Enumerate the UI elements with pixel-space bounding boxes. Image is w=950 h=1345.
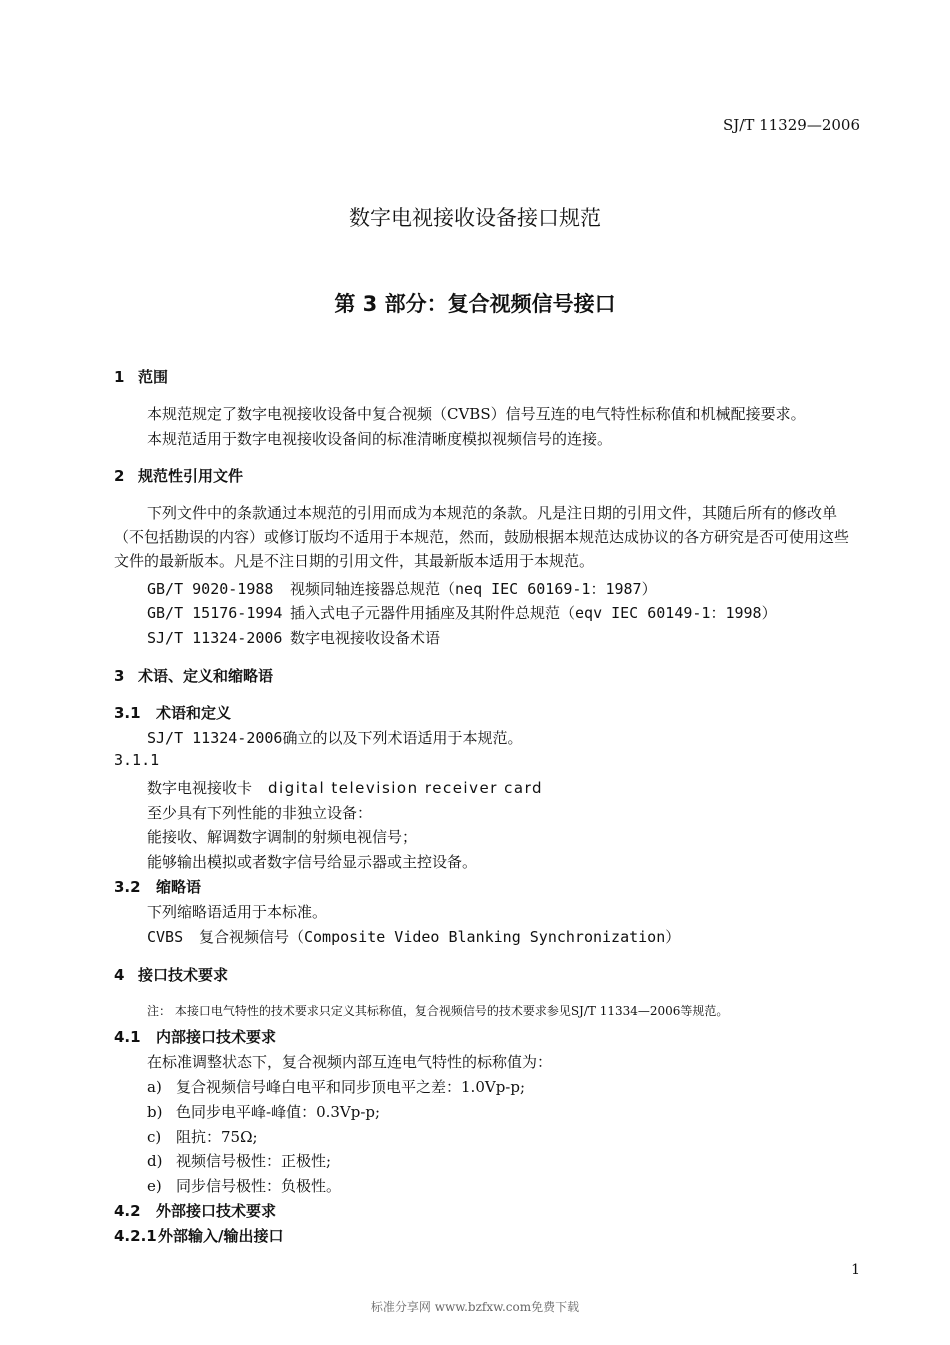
section-2-heading [114,465,243,486]
section-4-1-heading [114,1026,276,1047]
list-item [147,1126,258,1147]
list-letter: b) [147,1103,163,1121]
reference-title: 视频同轴连接器总规范（neq IEC 60169-1：1987） [290,580,657,598]
section-number: 2 [114,467,125,485]
list-letter: e) [147,1177,162,1195]
section-title: 术语和定义 [156,704,232,722]
internal-interface-intro: 在标准调整状态下，复合视频内部互连电气特性的标称值为： [147,1053,553,1071]
abbreviations-intro: 下列缩略语适用于本标准。 [147,903,328,921]
term-definition-3: 能够输出模拟或者数字信号给显示器或主控设备。 [147,853,478,871]
footer-watermark: 标准分享网 www.bzfxw.com免费下载 [370,1300,580,1314]
term-chinese: 数字电视接收卡 [147,779,253,797]
normative-references-paragraph: 下列文件中的条款通过本规范的引用而成为本规范的条款。凡是注日期的引用文件，其随后所有的修改单（不包括勘误的内容）或修订版均不适用于本规范，然而，鼓励根据本规范达成协议的各方研究是否可使用这些文件的最新版本。凡是不注日期的引用文件，其最新版本适用于本规范。 [114,504,850,570]
section-title: 内部接口技术要求 [156,1028,277,1046]
list-letter: c) [147,1128,162,1146]
term-number: 3.1.1 [114,751,160,769]
document-subtitle: 第 3 部分：复合视频信号接口 [334,292,616,316]
list-item [147,1175,341,1196]
section-1-heading [114,366,168,387]
section-number: 4 [114,966,125,984]
terms-intro: SJ/T 11324-2006确立的以及下列术语适用于本规范。 [147,729,523,747]
reference-code: GB/T 9020-1988 [147,580,274,598]
abbreviation-item [147,926,680,947]
scope-paragraph-1: 本规范规定了数字电视接收设备中复合视频（CVBS）信号互连的电气特性标称值和机械配接要求。 [147,405,806,423]
section-3-heading [114,665,273,686]
section-number: 3.2 [114,878,141,896]
term-heading [147,777,543,798]
list-item [147,1150,331,1171]
section-4-heading [114,964,228,985]
list-item [147,1076,525,1097]
section-title: 范围 [138,368,169,386]
document-title: 数字电视接收设备接口规范 [349,206,601,230]
reference-item [147,578,657,599]
scope-paragraph-2: 本规范适用于数字电视接收设备间的标准清晰度模拟视频信号的连接。 [147,430,613,448]
note: 注： 本接口电气特性的技术要求只定义其标称值，复合视频信号的技术要求参见SJ/T 11334—2006等规范。 [147,1004,729,1018]
reference-item [147,602,777,623]
list-text: 阻抗：75Ω; [176,1128,258,1146]
section-number: 3 [114,667,125,685]
section-title: 接口技术要求 [138,966,229,984]
section-3-2-heading [114,876,201,897]
reference-title: 插入式电子元器件用插座及其附件总规范（eqv IEC 60149-1：1998） [290,604,777,622]
section-number: 4.2 [114,1202,141,1220]
list-text: 色同步电平峰-峰值：0.3Vp-p; [176,1103,381,1121]
list-letter: d) [147,1152,163,1170]
section-number: 1 [114,368,125,386]
page-number: 1 [851,1262,860,1278]
term-definition-2: 能接收、解调数字调制的射频电视信号； [147,828,418,846]
term-definition-1: 至少具有下列性能的非独立设备： [147,804,373,822]
section-number: 4.1 [114,1028,141,1046]
list-text: 视频信号极性：正极性; [176,1152,332,1170]
term-english: digital television receiver card [268,779,544,797]
list-text: 同步信号极性：负极性。 [176,1177,342,1195]
section-number: 3.1 [114,704,141,722]
reference-item [147,627,440,648]
section-title: 缩略语 [156,878,202,896]
reference-code: GB/T 15176-1994 [147,604,283,622]
section-title: 术语、定义和缩略语 [138,667,274,685]
reference-code: SJ/T 11324-2006 [147,629,283,647]
section-4-2-heading [114,1200,276,1221]
abbreviation: CVBS [147,928,184,946]
section-3-1-heading [114,702,231,723]
section-title: 规范性引用文件 [138,467,244,485]
section-4-2-1-heading [114,1225,283,1246]
section-title: 外部接口技术要求 [156,1202,277,1220]
standard-number: SJ/T 11329—2006 [722,116,860,134]
list-text: 复合视频信号峰白电平和同步顶电平之差：1.0Vp-p; [176,1078,526,1096]
section-number: 4.2.1 [114,1227,157,1245]
list-item [147,1101,380,1122]
list-letter: a) [147,1078,162,1096]
abbreviation-definition: 复合视频信号（Composite Video Blanking Synchronization） [199,928,681,946]
reference-title: 数字电视接收设备术语 [290,629,441,647]
section-title: 外部输入/输出接口 [158,1227,284,1245]
